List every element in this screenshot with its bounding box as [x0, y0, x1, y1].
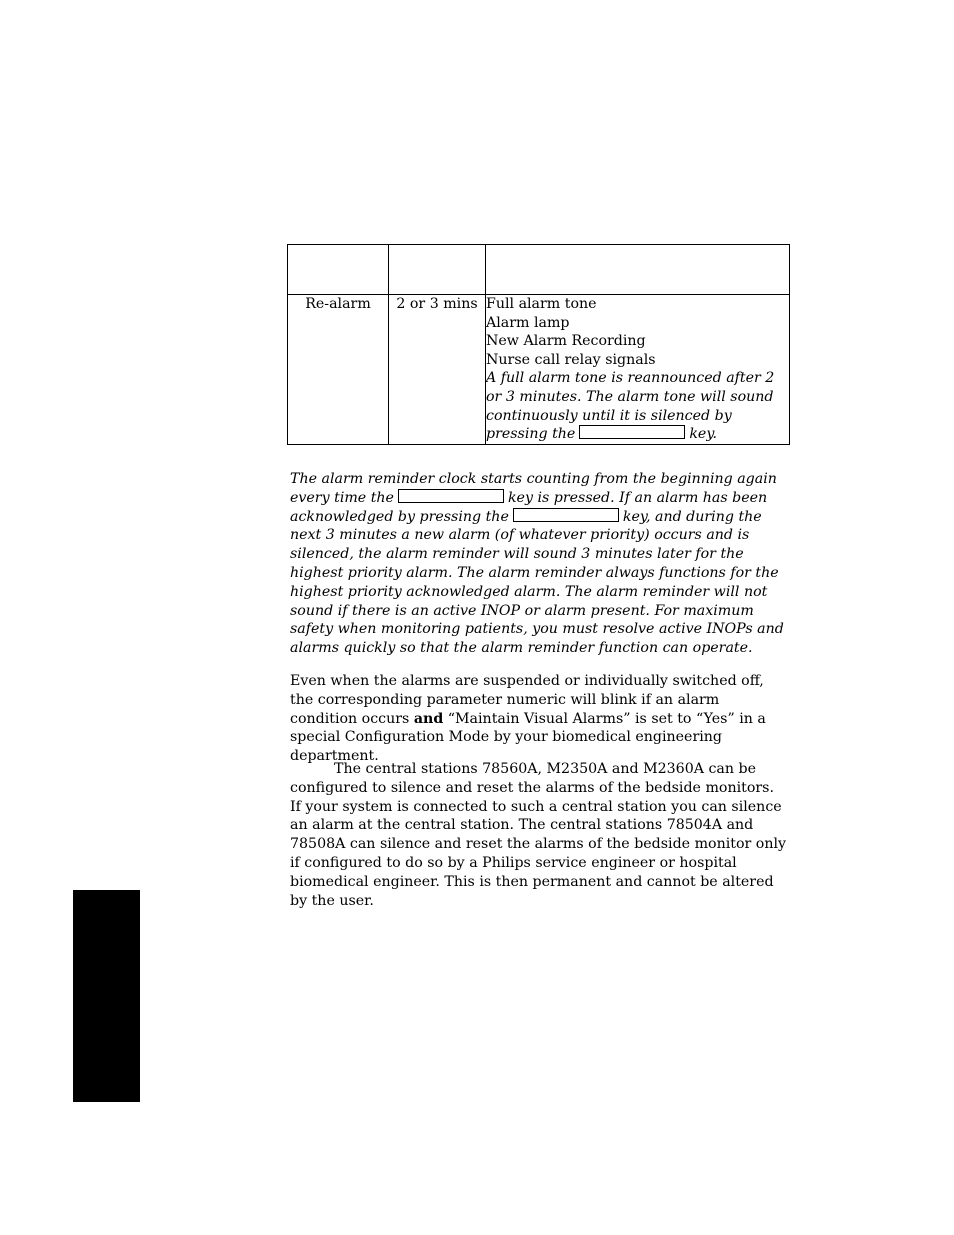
- indication-item: Alarm lamp: [486, 314, 570, 331]
- visual-alarms-paragraph: [290, 672, 786, 766]
- alarm-type: Re-alarm: [305, 296, 371, 312]
- alarm-indication-table: [287, 244, 790, 445]
- paragraph-text: “Maintain Visual Alarms” is set to “Yes” in a special Configuration Mode by your biomedical engineering department.: [290, 710, 766, 765]
- realarm-note: [486, 369, 789, 443]
- paragraph-text: The central stations 78560A, M2350A and M2360A can be configured to silence and reset the alarms of the bedside monitors. If your system is connected to such a central station you can silence an alarm at the central station. The central stations 78504A and 78508A can silence and reset the alarms of the bedside monitor only if configured to do so by a Philips service engineer or hospital biomedical engineer. This is then permanent and cannot be altered by the user.: [290, 761, 787, 909]
- header-cell: [486, 245, 790, 295]
- alarm-type-cell: [288, 295, 389, 445]
- note-text-part2: key is pressed. If an alarm has been acknowledged by pressing the: [290, 489, 768, 525]
- table-row: [288, 295, 790, 445]
- silence-key-box: [579, 425, 685, 439]
- silence-key-box: [513, 508, 619, 522]
- table-header-row: [288, 245, 790, 295]
- paragraph-text: Even when the alarms are suspended or individually switched off, the corresponding parameter numeric will blink if an alarm condition occurs: [290, 673, 764, 727]
- indications-cell: [486, 295, 790, 445]
- alarm-time: 2 or 3 mins: [396, 296, 478, 312]
- realarm-note-key: key.: [689, 426, 717, 443]
- indication-item: New Alarm Recording: [486, 333, 646, 350]
- alarm-reminder-note: [290, 470, 786, 658]
- header-cell: [288, 245, 389, 295]
- bold-and: and: [413, 710, 444, 727]
- indication-item: Full alarm tone: [486, 296, 597, 312]
- realarm-note-text: A full alarm tone is reannounced after 2 or 3 minutes. The alarm tone will sound continuously until it is silenced by pressing the: [486, 370, 775, 443]
- silence-key-box: [398, 489, 504, 503]
- alarm-time-cell: [389, 295, 486, 445]
- note-text-part3: key, and during the next 3 minutes a new alarm (of whatever priority) occurs and is silenced, the alarm reminder will sound 3 minutes later for the highest priority alarm. The alarm reminder always functions for the highest priority acknowledged alarm. The alarm reminder will not sound if there is an active INOP or alarm present. For maximum safety when monitoring patients, you must resolve active INOPs and alarms quickly so that the alarm reminder function can operate.: [290, 508, 784, 657]
- note-text-part1: The alarm reminder clock starts counting from the beginning again every time the: [290, 471, 777, 506]
- chapter-tab: [73, 890, 140, 1102]
- indication-item: Nurse call relay signals: [486, 351, 656, 368]
- central-station-paragraph: [290, 760, 786, 910]
- header-cell: [389, 245, 486, 295]
